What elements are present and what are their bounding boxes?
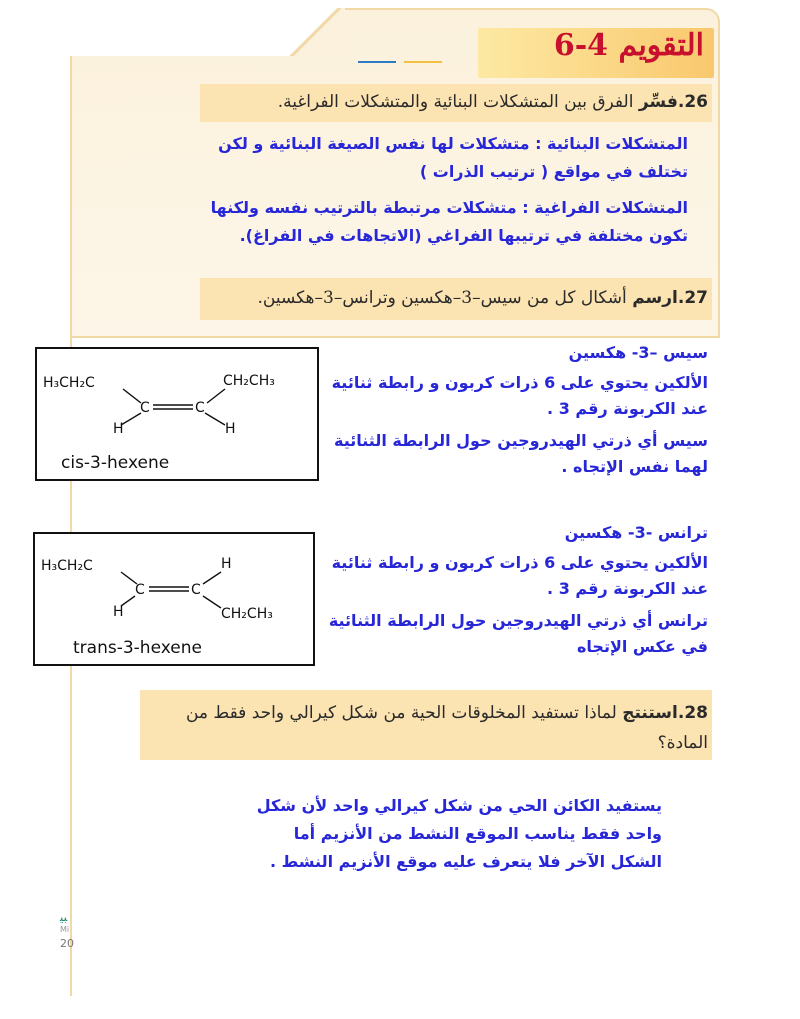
footer-year-fragment: 20 xyxy=(60,937,74,950)
trans-line: عند الكربونة رقم 3 . xyxy=(547,579,708,598)
cis-description xyxy=(238,340,708,480)
question-28-text-line1: لماذا تستفيد المخلوقات الحية من شكل كيرالي واحد فقط من xyxy=(185,703,617,723)
question-27-text: أشكال كل من سيس–3–هكسين وترانس–3–هكسين. xyxy=(257,288,627,308)
trans-line: ترانس أي ذرتي الهيدروجين حول الرابطة الثنائية xyxy=(328,611,708,630)
answer-26 xyxy=(148,130,688,250)
trans-description xyxy=(238,520,708,660)
question-26-text: الفرق بين المتشكلات البنائية والمتشكلات الفراغية. xyxy=(277,92,634,112)
question-26-number: 26. xyxy=(677,92,708,112)
question-28-text-line2: المادة؟ xyxy=(657,733,708,753)
cis-left-group: H₃CH₂C xyxy=(43,375,95,391)
trans-hydrogen-top: H xyxy=(221,556,232,572)
cis-carbon-right: C xyxy=(195,400,205,416)
trans-line: في عكس الإتجاه xyxy=(576,637,708,656)
question-28-number: 28. xyxy=(677,703,708,723)
trans-left-group: H₃CH₂C xyxy=(41,558,93,574)
cis-line: سيس أي ذرتي الهيدروجين حول الرابطة الثنائية xyxy=(334,431,708,450)
trans-caption: trans-3-hexene xyxy=(73,638,202,658)
cis-line: عند الكربونة رقم 3 . xyxy=(547,399,708,418)
answer-28-line: الشكل الآخر فلا يتعرف عليه موقع الأنزيم النشط . xyxy=(269,852,662,871)
header-dash-blue xyxy=(358,61,396,63)
trans-carbon-right: C xyxy=(191,582,201,598)
answer-26-line: تكون مختلفة في ترتيبها الفراغي (الاتجاهات في الفراغ). xyxy=(239,226,688,245)
answer-26-line: المتشكلات البنائية : متشكلات لها نفس الصيغة البنائية و لكن xyxy=(218,134,688,153)
answer-28-line: واحد فقط يناسب الموقع النشط من الأنزيم أما xyxy=(293,824,662,843)
question-26-verb: فسِّر xyxy=(638,92,678,112)
question-28-verb: استنتج xyxy=(622,703,678,723)
answer-28 xyxy=(242,792,662,876)
trans-hydrogen-bottom: H xyxy=(113,604,124,620)
answer-26-line: المتشكلات الفراغية : متشكلات مرتبطة بالترتيب نفسه ولكنها xyxy=(210,198,688,217)
cis-heading: سيس –3- هكسين xyxy=(568,343,708,362)
margin-line xyxy=(70,56,72,996)
footer-logo-fragment: ﺒﻴ xyxy=(60,910,68,924)
question-27-number: 27. xyxy=(677,288,708,308)
footer-publisher-fragment: Mi xyxy=(60,925,70,934)
question-26 xyxy=(278,92,708,112)
question-27 xyxy=(258,288,709,308)
cis-caption: cis-3-hexene xyxy=(61,453,170,473)
cis-right-group: CH₂CH₃ xyxy=(223,373,275,389)
cis-line: لهما نفس الإتجاه . xyxy=(561,457,708,476)
cis-hydrogen-left: H xyxy=(113,421,124,437)
trans-carbon-left: C xyxy=(135,582,145,598)
answer-26-line: تختلف في مواقع ( ترتيب الذرات ) xyxy=(419,162,688,181)
trans-heading: ترانس -3- هكسين xyxy=(564,523,708,542)
header-dash-yellow xyxy=(404,61,442,63)
trans-right-group: CH₂CH₃ xyxy=(221,606,273,622)
question-28 xyxy=(186,698,708,758)
cis-carbon-left: C xyxy=(140,400,150,416)
cis-line: الألكين يحتوي على 6 ذرات كربون و رابطة ثنائية xyxy=(331,373,708,392)
cis-hydrogen-right: H xyxy=(225,421,236,437)
answer-28-line: يستفيد الكائن الحي من شكل كيرالي واحد لأن شكل xyxy=(256,796,662,815)
trans-line: الألكين يحتوي على 6 ذرات كربون و رابطة ثنائية xyxy=(331,553,708,572)
section-title: التقويم 4-6 xyxy=(553,28,704,63)
panel-tab-slope xyxy=(285,8,345,56)
question-27-verb: ارسم xyxy=(632,288,678,308)
